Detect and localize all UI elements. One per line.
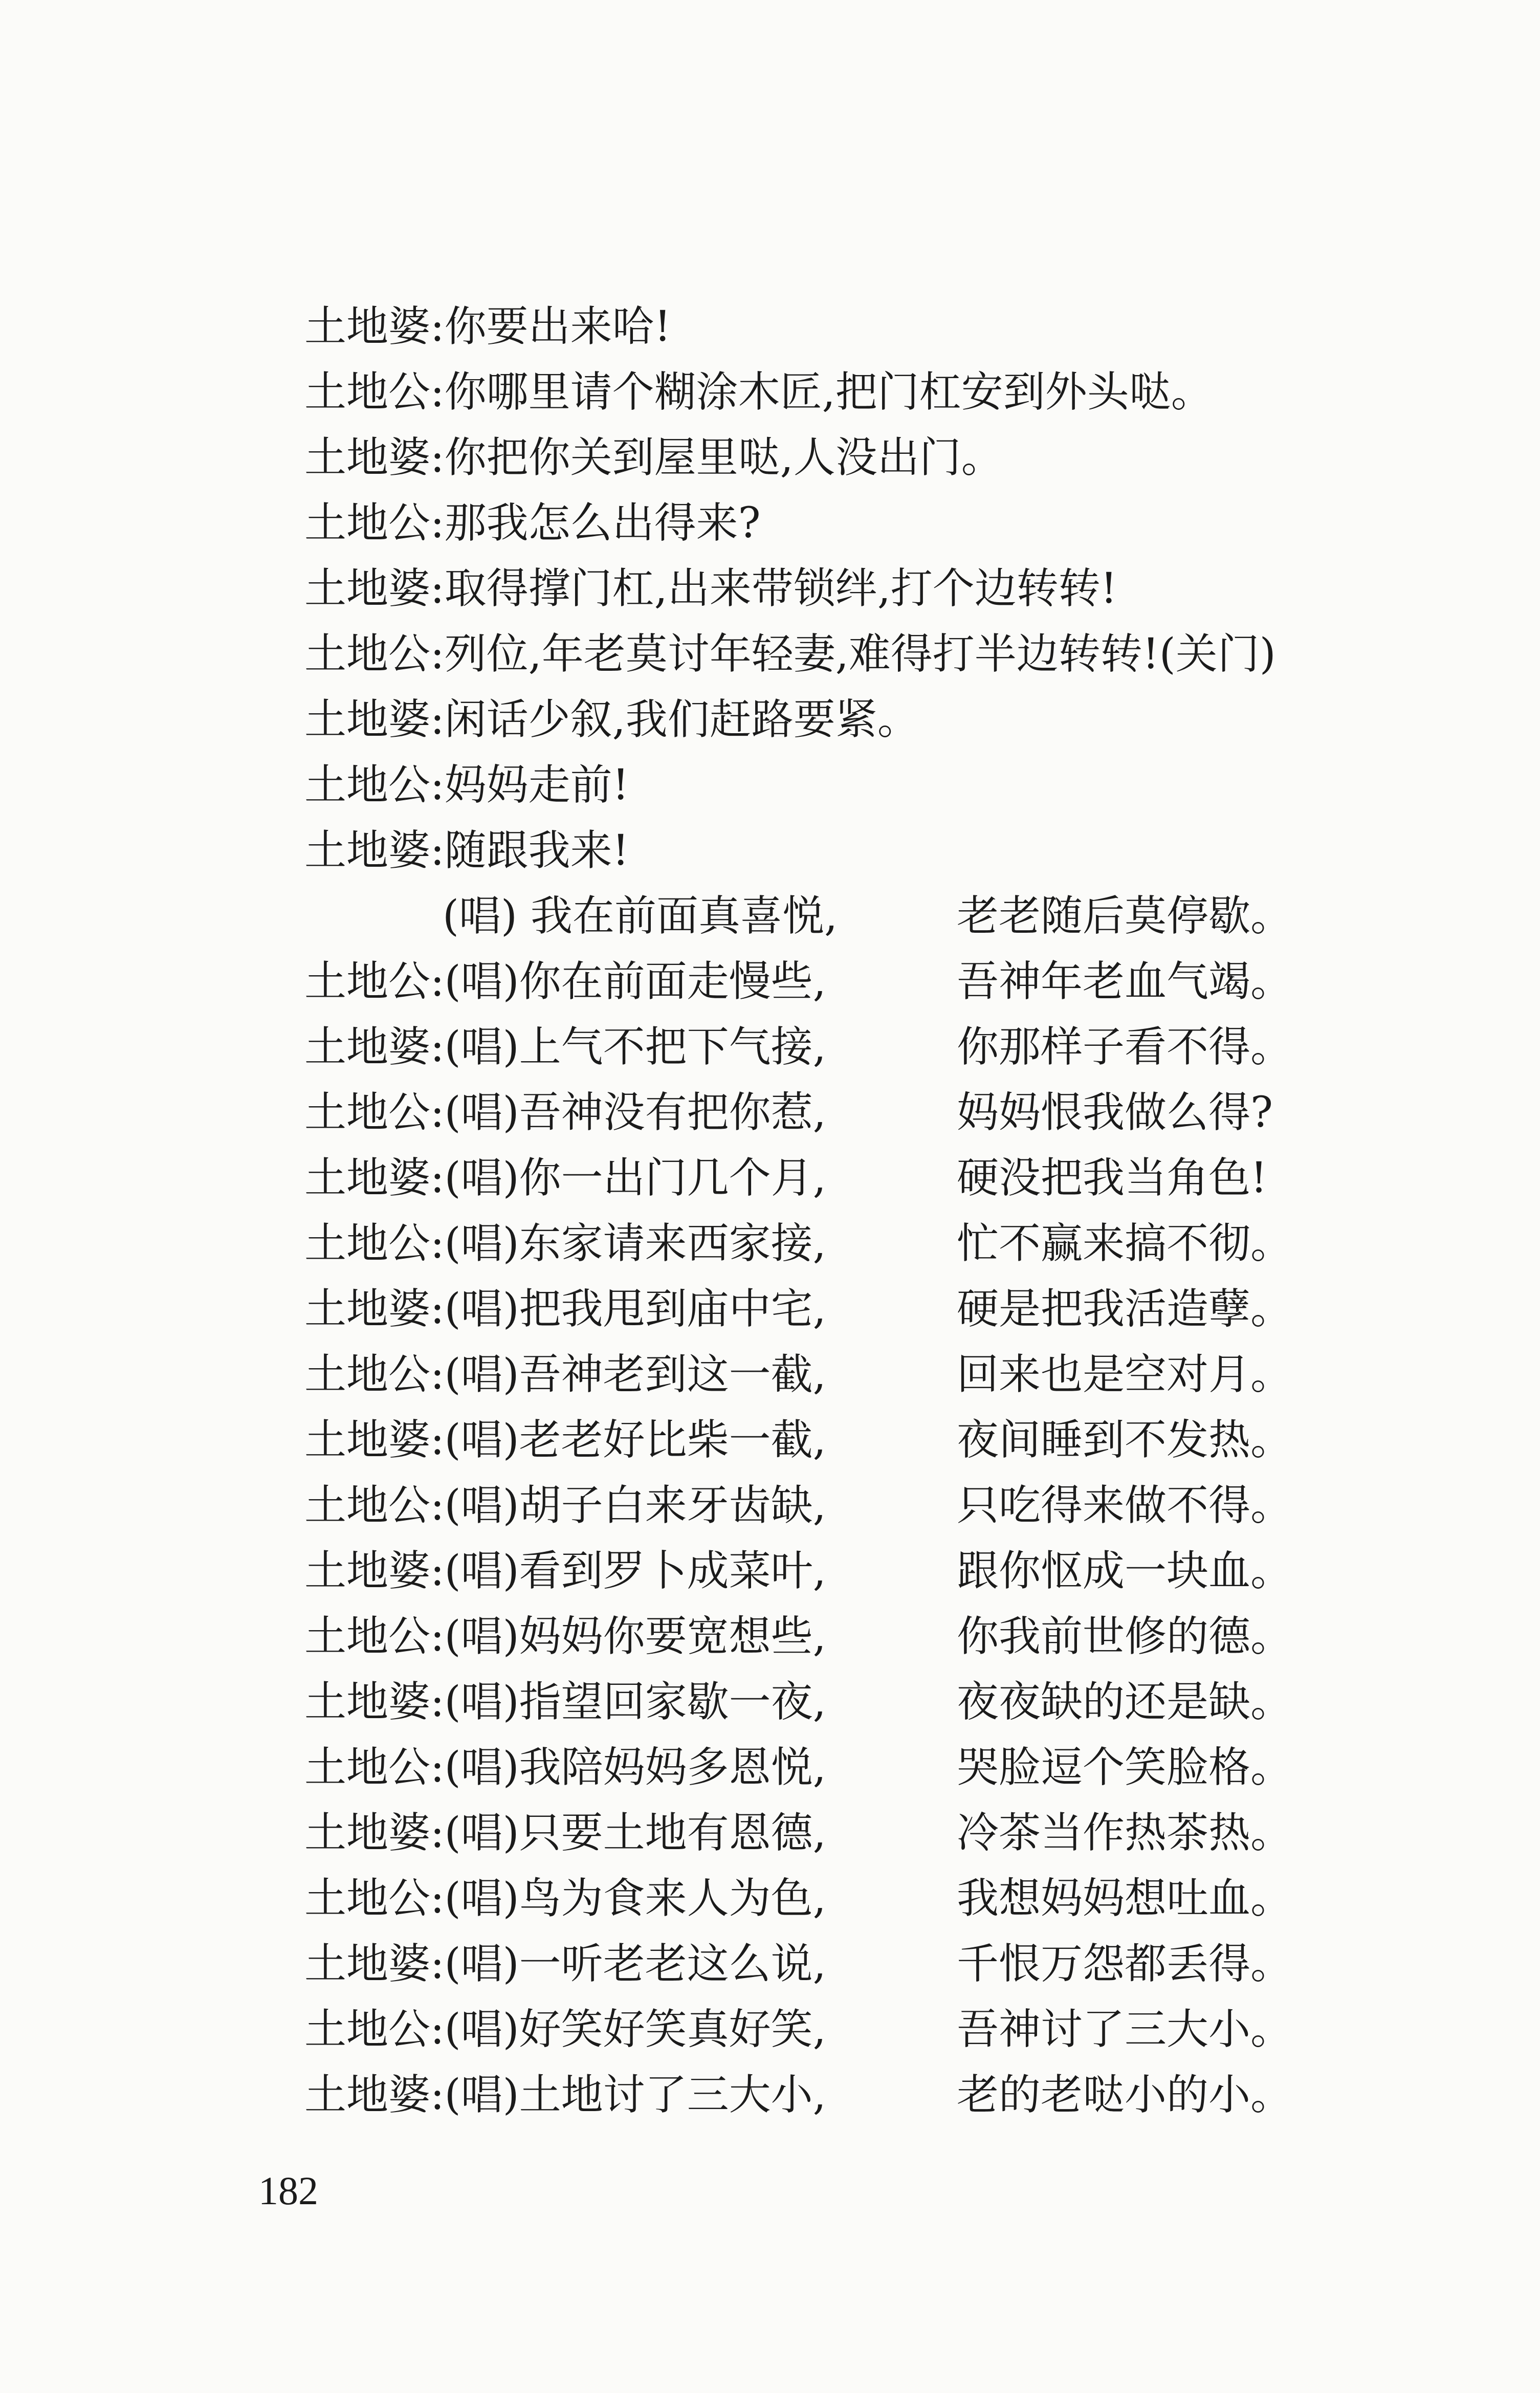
- song-line: [304, 1473, 1328, 1539]
- song-line: [304, 2062, 1328, 2128]
- song-verse-second: 硬是把我活造孽。: [957, 1285, 1293, 1333]
- song-line: [304, 1735, 1328, 1801]
- song-verse-second: 硬没把我当角色!: [957, 1154, 1267, 1202]
- song-verse-second: 我想妈妈想吐血。: [957, 1874, 1293, 1923]
- song-line: [304, 1277, 1328, 1342]
- song-line: [304, 1670, 1328, 1735]
- song-line: [304, 1866, 1328, 1931]
- song-verse-first: 土地婆:(唱)指望回家歇一夜,: [304, 1678, 826, 1726]
- song-verse-second: 吾神讨了三大小。: [957, 2005, 1293, 2054]
- song-verse-first: 土地公:(唱)胡子白来牙齿缺,: [304, 1481, 826, 1530]
- song-verse-second: 老老随后莫停歇。: [957, 892, 1293, 940]
- song-verse-first: 土地公:(唱)妈妈你要宽想些,: [304, 1612, 826, 1661]
- song-line: [304, 949, 1328, 1015]
- song-line: [304, 1080, 1328, 1146]
- song-verse-first: 土地公:(唱)我陪妈妈多恩悦,: [304, 1743, 826, 1792]
- song-line: [304, 1146, 1328, 1211]
- song-verse-second: 你那样子看不得。: [957, 1023, 1293, 1071]
- song-verse-first: 土地婆:(唱)一听老老这么说,: [304, 1940, 826, 1988]
- song-verse-first: 土地公:(唱)你在前面走慢些,: [304, 957, 826, 1006]
- dialogue-line: 土地公:妈妈走前!: [304, 761, 629, 809]
- song-line: [304, 1211, 1328, 1277]
- dialogue-line: 土地婆:闲话少叙,我们赶路要紧。: [304, 695, 919, 744]
- song-line: [304, 1604, 1328, 1670]
- song-line: [304, 884, 1328, 949]
- song-line: [304, 1931, 1328, 1997]
- song-line: [304, 1801, 1328, 1866]
- dialogue-line: 土地婆:你要出来哈!: [304, 302, 671, 351]
- song-line: [304, 1342, 1328, 1408]
- song-verse-first: (唱) 我在前面真喜悦,: [443, 892, 838, 940]
- song-verse-second: 忙不赢来搞不彻。: [957, 1219, 1293, 1268]
- song-verse-first: 土地婆:(唱)土地讨了三大小,: [304, 2071, 826, 2119]
- song-verse-first: 土地公:(唱)鸟为食来人为色,: [304, 1874, 826, 1923]
- song-verse-second: 回来也是空对月。: [957, 1350, 1293, 1399]
- dialogue-line: 土地婆:随跟我来!: [304, 826, 629, 875]
- song-verse-second: 哭脸逗个笑脸格。: [957, 1743, 1293, 1792]
- dialogue-line: 土地婆:取得撑门杠,出来带锁绊,打个边转转!: [304, 564, 1117, 613]
- script-text: [304, 294, 1328, 2128]
- dialogue-line: 土地婆:你把你关到屋里哒,人没出门。: [304, 433, 1003, 482]
- song-verse-second: 老的老哒小的小。: [957, 2071, 1293, 2119]
- song-verse-second: 夜间睡到不发热。: [957, 1416, 1293, 1464]
- song-verse-first: 土地公:(唱)吾神老到这一截,: [304, 1350, 826, 1399]
- song-verse-second: 千恨万怨都丢得。: [957, 1940, 1293, 1988]
- song-verse-first: 土地公:(唱)东家请来西家接,: [304, 1219, 826, 1268]
- song-verse-first: 土地公:(唱)吾神没有把你惹,: [304, 1088, 826, 1137]
- dialogue-line: 土地公:你哪里请个糊涂木匠,把门杠安到外头哒。: [304, 368, 1213, 416]
- song-verse-first: 土地婆:(唱)你一出门几个月,: [304, 1154, 826, 1202]
- song-verse-first: 土地婆:(唱)看到罗卜成菜叶,: [304, 1547, 826, 1595]
- song-verse-second: 妈妈恨我做么得?: [957, 1088, 1273, 1137]
- song-verse-first: 土地婆:(唱)老老好比柴一截,: [304, 1416, 826, 1464]
- page-number: 182: [258, 2168, 318, 2213]
- song-line: [304, 1539, 1328, 1604]
- song-line: [304, 1408, 1328, 1473]
- song-verse-second: 你我前世修的德。: [957, 1612, 1293, 1661]
- song-verse-first: 土地婆:(唱)把我甩到庙中宅,: [304, 1285, 826, 1333]
- song-verse-second: 只吃得来做不得。: [957, 1481, 1293, 1530]
- song-verse-second: 吾神年老血气竭。: [957, 957, 1293, 1006]
- song-verse-second: 冷茶当作热茶热。: [957, 1809, 1293, 1857]
- song-line: [304, 1015, 1328, 1080]
- song-line: [304, 1997, 1328, 2062]
- song-verse-first: 土地婆:(唱)只要土地有恩德,: [304, 1809, 826, 1857]
- dialogue-line: 土地公:那我怎么出得来?: [304, 499, 761, 547]
- song-verse-first: 土地婆:(唱)上气不把下气接,: [304, 1023, 826, 1071]
- song-verse-second: 夜夜缺的还是缺。: [957, 1678, 1293, 1726]
- song-verse-second: 跟你怄成一块血。: [957, 1547, 1293, 1595]
- dialogue-line: 土地公:列位,年老莫讨年轻妻,难得打半边转转!(关门): [304, 630, 1276, 678]
- song-verse-first: 土地公:(唱)好笑好笑真好笑,: [304, 2005, 826, 2054]
